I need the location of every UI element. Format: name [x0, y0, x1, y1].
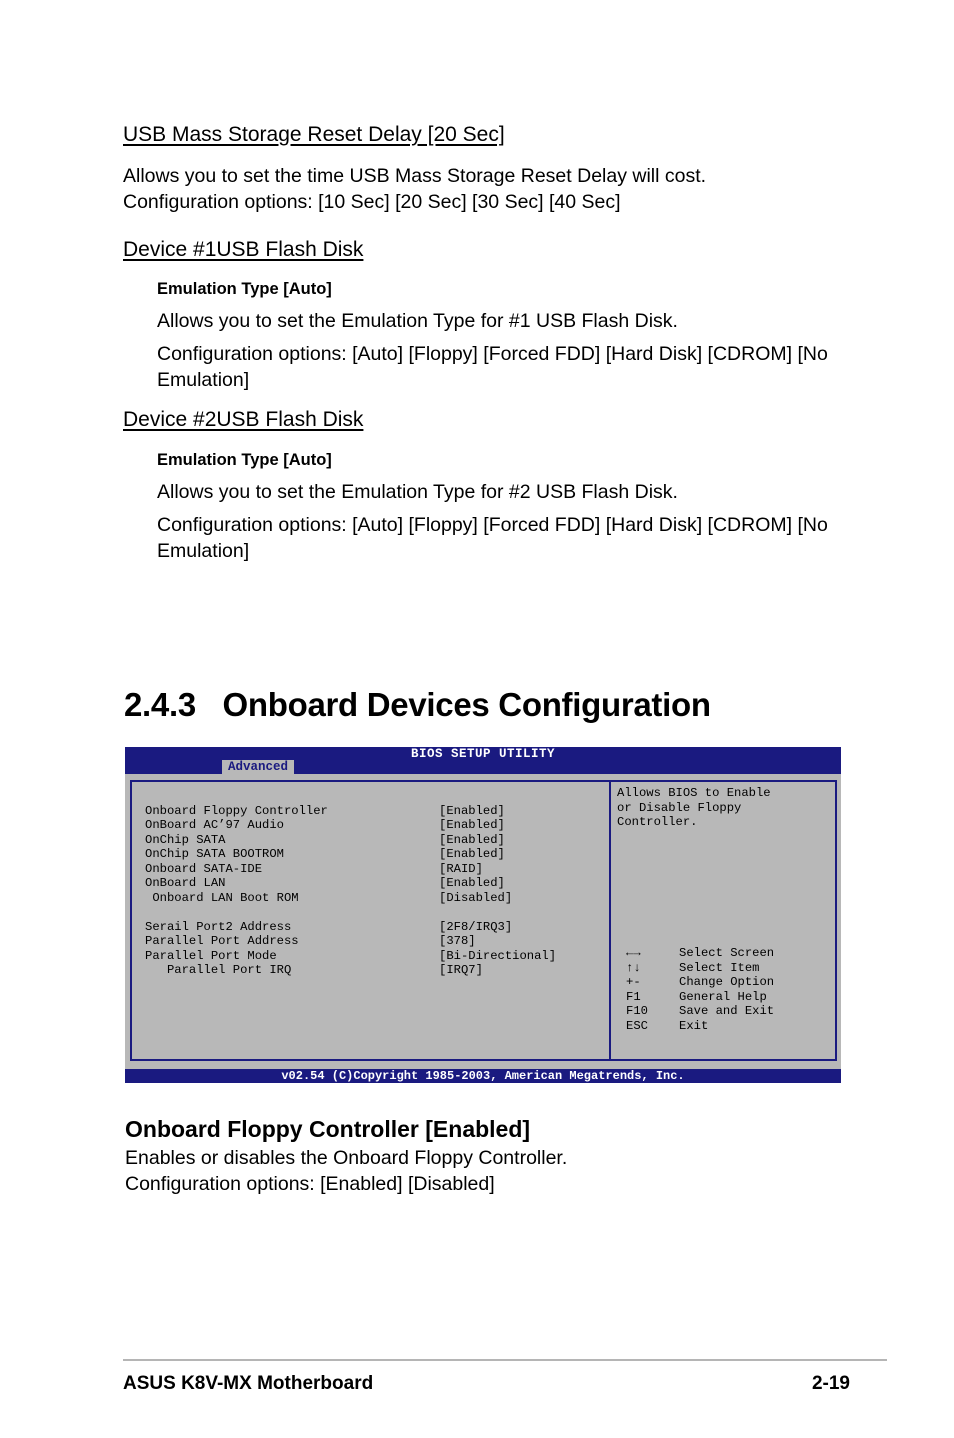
section-title: 2.4.3 Onboard Devices Configuration — [124, 686, 711, 723]
bios-item-value: [Enabled] — [439, 847, 505, 861]
bios-key-legend — [626, 946, 826, 1036]
bios-item-serial-port2[interactable] — [145, 905, 513, 934]
usb-reset-description: Allows you to set the time USB Mass Storage Reset Delay will cost. — [123, 165, 707, 187]
bios-item-value: [Bi-Directional] — [439, 948, 557, 963]
bios-item-value: [Disabled] — [439, 890, 513, 905]
bios-item-label: OnBoard AC’97 Audio — [145, 818, 284, 832]
bios-item-label: Parallel Port Mode — [145, 948, 277, 963]
bios-help-panel — [611, 780, 837, 1061]
bios-settings-list — [145, 789, 605, 977]
device1-options: Configuration options: [Auto] [Floppy] [Forced FDD] [Hard Disk] [CDROM] [No Emulation] — [157, 343, 828, 391]
bios-key-desc: Change Option — [679, 975, 775, 989]
bios-key-desc: General Help — [679, 989, 767, 1004]
bios-key: ↑↓ — [626, 960, 641, 975]
bios-key-desc: Exit — [679, 1018, 709, 1033]
bios-item-sata-bootrom[interactable] — [145, 833, 505, 861]
bios-item-label: Parallel Port IRQ — [145, 963, 292, 977]
bios-item-label: OnChip SATA BOOTROM — [145, 847, 284, 861]
bios-item-value: [378] — [439, 934, 476, 948]
bios-item-value: [Enabled] — [439, 876, 505, 890]
bios-key: ←→ — [626, 946, 641, 960]
floppy-options: Configuration options: [Enabled] [Disabled] — [125, 1173, 495, 1195]
bios-item-label: Serail Port2 Address — [145, 919, 292, 934]
bios-item-value: [Enabled] — [439, 832, 505, 847]
bios-settings-panel — [130, 780, 611, 1061]
floppy-description: Enables or disables the Onboard Floppy Controller. — [125, 1147, 568, 1169]
bios-item-onboard-floppy[interactable] — [145, 789, 505, 818]
bios-item-value: [Enabled] — [439, 803, 505, 818]
bios-item-label: Onboard LAN Boot ROM — [145, 890, 299, 905]
device2-description: Allows you to set the Emulation Type for #2 USB Flash Disk. — [157, 481, 678, 503]
bios-item-value: [RAID] — [439, 861, 483, 876]
bios-item-value: [Enabled] — [439, 818, 505, 832]
bios-key: F1 — [626, 989, 641, 1004]
device1-heading: Device #1USB Flash Disk — [123, 238, 364, 261]
bios-key: F10 — [626, 1004, 648, 1018]
bios-item-label: Parallel Port Address — [145, 934, 299, 948]
bios-key: ESC — [626, 1018, 648, 1033]
bios-item-value: [IRQ7] — [439, 963, 483, 977]
bios-help-text: Allows BIOS to Enable or Disable Floppy Controller. — [617, 786, 771, 829]
bios-copyright-bar: v02.54 (C)Copyright 1985-2003, American Megatrends, Inc. — [125, 1069, 841, 1083]
device1-description: Allows you to set the Emulation Type for #1 USB Flash Disk. — [157, 310, 678, 332]
bios-tab-advanced[interactable]: Advanced — [222, 760, 294, 774]
device2-options: Configuration options: [Auto] [Floppy] [Forced FDD] [Hard Disk] [CDROM] [No Emulation] — [157, 514, 828, 562]
footer-rule — [123, 1359, 887, 1361]
bios-item-label: Onboard SATA-IDE — [145, 861, 263, 876]
bios-item-label: OnBoard LAN — [145, 876, 226, 890]
bios-key-desc: Select Item — [679, 960, 760, 975]
bios-screenshot — [125, 747, 841, 1083]
device2-subheading: Emulation Type [Auto] — [157, 451, 332, 469]
bios-item-label: OnChip SATA — [145, 832, 226, 847]
page-number: 2-19 — [811, 1373, 850, 1394]
bios-key: +- — [626, 975, 641, 989]
bios-item-value: [2F8/IRQ3] — [439, 919, 513, 934]
bios-item-label: Onboard Floppy Controller — [145, 803, 328, 818]
device2-heading: Device #2USB Flash Disk — [123, 408, 364, 431]
bios-title: BIOS SETUP UTILITY — [410, 747, 556, 761]
device1-subheading: Emulation Type [Auto] — [157, 280, 332, 298]
footer-title: ASUS K8V-MX Motherboard — [123, 1373, 374, 1394]
bios-key-desc: Select Screen — [679, 946, 775, 960]
bios-key-desc: Save and Exit — [679, 1004, 775, 1018]
usb-reset-options: Configuration options: [10 Sec] [20 Sec] [30 Sec] [40 Sec] — [123, 191, 621, 213]
usb-reset-heading: USB Mass Storage Reset Delay [20 Sec] — [123, 123, 505, 146]
floppy-heading: Onboard Floppy Controller [Enabled] — [125, 1116, 531, 1142]
